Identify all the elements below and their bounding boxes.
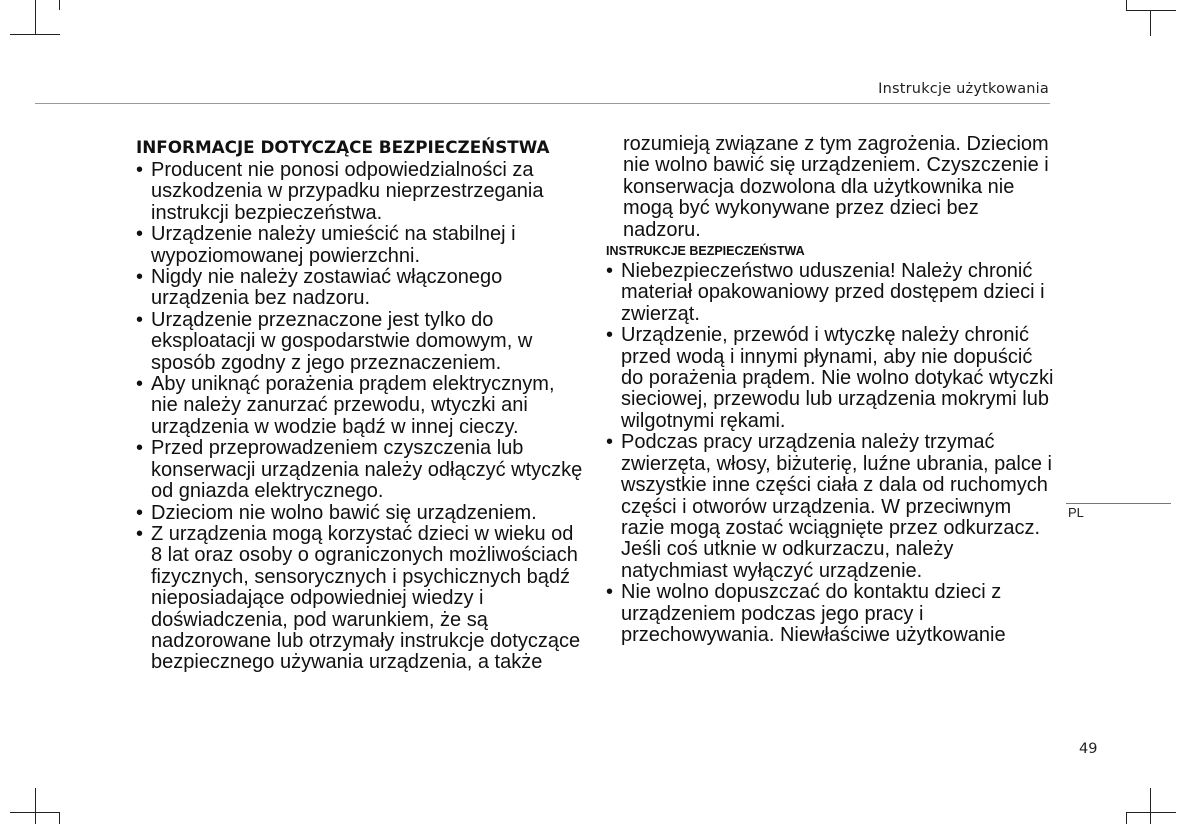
list-item: • Podczas pracy urządzenia należy trzymać zwierzęta, włosy, biżuterię, luźne ubrania, palce i wszystkie inne części ciała z dala od ruchomych części i otworów urządzenia. W przeciwnym razie mogą zostać wciągnięte przez odkurzacz. Jeśli coś utknie w odkurzaczu, należy natychmiast wyłączyć urządzenie.	[606, 432, 1056, 582]
subsection-title: INSTRUKCJE BEZPIECZEŃSTWA	[606, 244, 805, 259]
continued-text: rozumieją związane z tym zagrożenia. Dzieciom nie wolno bawić się urządzeniem. Czyszczenie i konserwacja dozwolona dla użytkownika nie mogą być wykonywane przez dzieci bez nadzoru.	[623, 133, 1049, 241]
crop-mark-bottom-right-v	[1150, 788, 1151, 824]
crop-mark-bottom-right-v2	[1126, 812, 1127, 824]
crop-mark-bottom-left-v	[35, 788, 36, 824]
list-item: • Przed przeprowadzeniem czyszczenia lub konserwacji urządzenia należy odłączyć wtyczkę od gniazda elektrycznego.	[136, 438, 586, 502]
page-number: 49	[1079, 741, 1098, 757]
crop-mark-top-left-v	[35, 0, 36, 34]
list-item: • Z urządzenia mogą korzystać dzieci w wieku od 8 lat oraz osoby o ograniczonych możliwościach fizycznych, sensorycznych i psychicznych bądź nieposiadające odpowiedniej wiedzy i doświadczenia, pod warunkiem, że są nadzorowane lub otrzymały instrukcje dotyczące bezpiecznego używania urządzenia, a także	[136, 524, 586, 674]
crop-mark-top-right-v2	[1126, 0, 1127, 10]
crop-mark-top-left-v2	[59, 0, 60, 10]
list-item: • Dzieciom nie wolno bawić się urządzeniem.	[136, 503, 586, 524]
header-divider	[35, 103, 1050, 104]
language-tab-divider	[1066, 503, 1171, 504]
list-item: • Urządzenie należy umieścić na stabilnej i wypoziomowanej powierzchni.	[136, 224, 586, 267]
list-item: • Urządzenie, przewód i wtyczkę należy chronić przed wodą i innymi płynami, aby nie dopuścić do porażenia prądem. Nie wolno dotykać wtyczki sieciowej, przewodu lub urządzenia mokrymi lub wilgotnymi rękami.	[606, 325, 1056, 432]
crop-mark-bottom-left-v2	[59, 812, 60, 824]
list-item: • Producent nie ponosi odpowiedzialności za uszkodzenia w przypadku nieprzestrzegania instrukcji bezpieczeństwa.	[136, 160, 586, 224]
safety-instructions-list	[606, 261, 1056, 646]
section-title: INFORMACJE DOTYCZĄCE BEZPIECZEŃSTWA	[136, 137, 550, 157]
crop-mark-bottom-right-h	[1126, 812, 1176, 813]
right-column	[606, 134, 1056, 646]
crop-mark-top-left-h	[10, 34, 60, 35]
list-item: • Nigdy nie należy zostawiać włączonego urządzenia bez nadzoru.	[136, 267, 586, 310]
crop-mark-top-right-v	[1150, 10, 1151, 36]
left-column	[136, 134, 586, 674]
crop-mark-top-right-h	[1126, 10, 1176, 11]
safety-info-list	[136, 160, 586, 674]
running-header: Instrukcje użytkowania	[878, 81, 1049, 97]
language-tab: PL	[1068, 505, 1084, 520]
list-item: • Aby uniknąć porażenia prądem elektrycznym, nie należy zanurzać przewodu, wtyczki ani urządzenia w wodzie bądź w innej cieczy.	[136, 374, 586, 438]
list-item: • Nie wolno dopuszczać do kontaktu dzieci z urządzeniem podczas jego pracy i przechowywania. Niewłaściwe użytkowanie	[606, 582, 1056, 646]
list-item: • Urządzenie przeznaczone jest tylko do eksploatacji w gospodarstwie domowym, w sposób zgodny z jego przeznaczeniem.	[136, 310, 586, 374]
list-item: • Niebezpieczeństwo uduszenia! Należy chronić materiał opakowaniowy przed dostępem dzieci i zwierząt.	[606, 261, 1056, 325]
